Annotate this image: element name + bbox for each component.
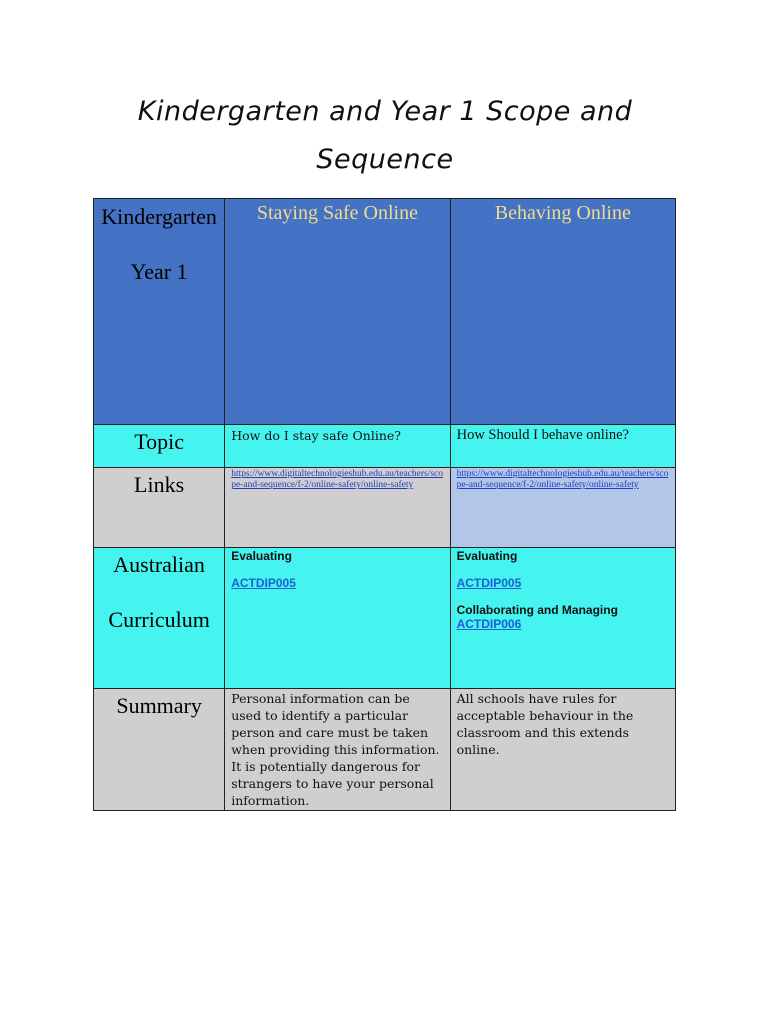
links-label: Links bbox=[134, 472, 185, 497]
header-year-cell bbox=[94, 199, 225, 425]
summary-staying-safe: Personal information can be used to identify a particular person and care must be taken when providing this information. It is potentially dangerous for strangers to have your personal information. bbox=[231, 691, 440, 808]
topic-label: Topic bbox=[134, 429, 184, 454]
topic-staying-safe: How do I stay safe Online? bbox=[231, 428, 401, 443]
links-row bbox=[94, 468, 676, 548]
summary-row bbox=[94, 689, 676, 811]
link-behaving[interactable]: https://www.digitaltechnologieshub.edu.au/teachers/scope-and-sequence/f-2/online-safety/online-safety bbox=[456, 469, 669, 490]
curriculum-heading-collaborating: Collaborating and Managing bbox=[456, 603, 618, 617]
curriculum-code-staying-safe[interactable]: ACTDIP005 bbox=[231, 576, 296, 590]
curriculum-label-line-2: Curriculum bbox=[108, 607, 210, 632]
link-staying-safe[interactable]: https://www.digitaltechnologieshub.edu.au/teachers/scope-and-sequence/f-2/online-safety/online-safety bbox=[231, 469, 443, 490]
curriculum-row bbox=[94, 548, 676, 689]
curriculum-label-line-1: Australian bbox=[113, 552, 205, 577]
topic-row bbox=[94, 425, 676, 468]
summary-label: Summary bbox=[116, 693, 202, 718]
kindergarten-label: Kindergarten bbox=[101, 204, 217, 229]
curriculum-heading-behaving: Evaluating bbox=[456, 549, 518, 563]
header-col-behaving bbox=[450, 199, 675, 425]
behaving-online-heading: Behaving Online bbox=[494, 202, 631, 224]
topic-behaving: How Should I behave online? bbox=[456, 427, 629, 443]
curriculum-code-collaborating[interactable]: ACTDIP006 bbox=[456, 617, 522, 631]
title-line-2: Sequence bbox=[316, 144, 454, 175]
document-title bbox=[94, 88, 676, 184]
curriculum-code-behaving[interactable]: ACTDIP005 bbox=[456, 576, 522, 590]
year-label: Year 1 bbox=[130, 259, 188, 284]
summary-behaving: All schools have rules for acceptable behaviour in the classroom and this extends online. bbox=[456, 691, 634, 757]
curriculum-heading-staying-safe: Evaluating bbox=[231, 549, 292, 563]
header-col-staying-safe bbox=[225, 199, 450, 425]
title-line-1: Kindergarten and Year 1 Scope and bbox=[137, 96, 633, 127]
staying-safe-heading: Staying Safe Online bbox=[256, 202, 418, 224]
header-row bbox=[94, 199, 676, 425]
scope-sequence-table bbox=[93, 198, 676, 811]
